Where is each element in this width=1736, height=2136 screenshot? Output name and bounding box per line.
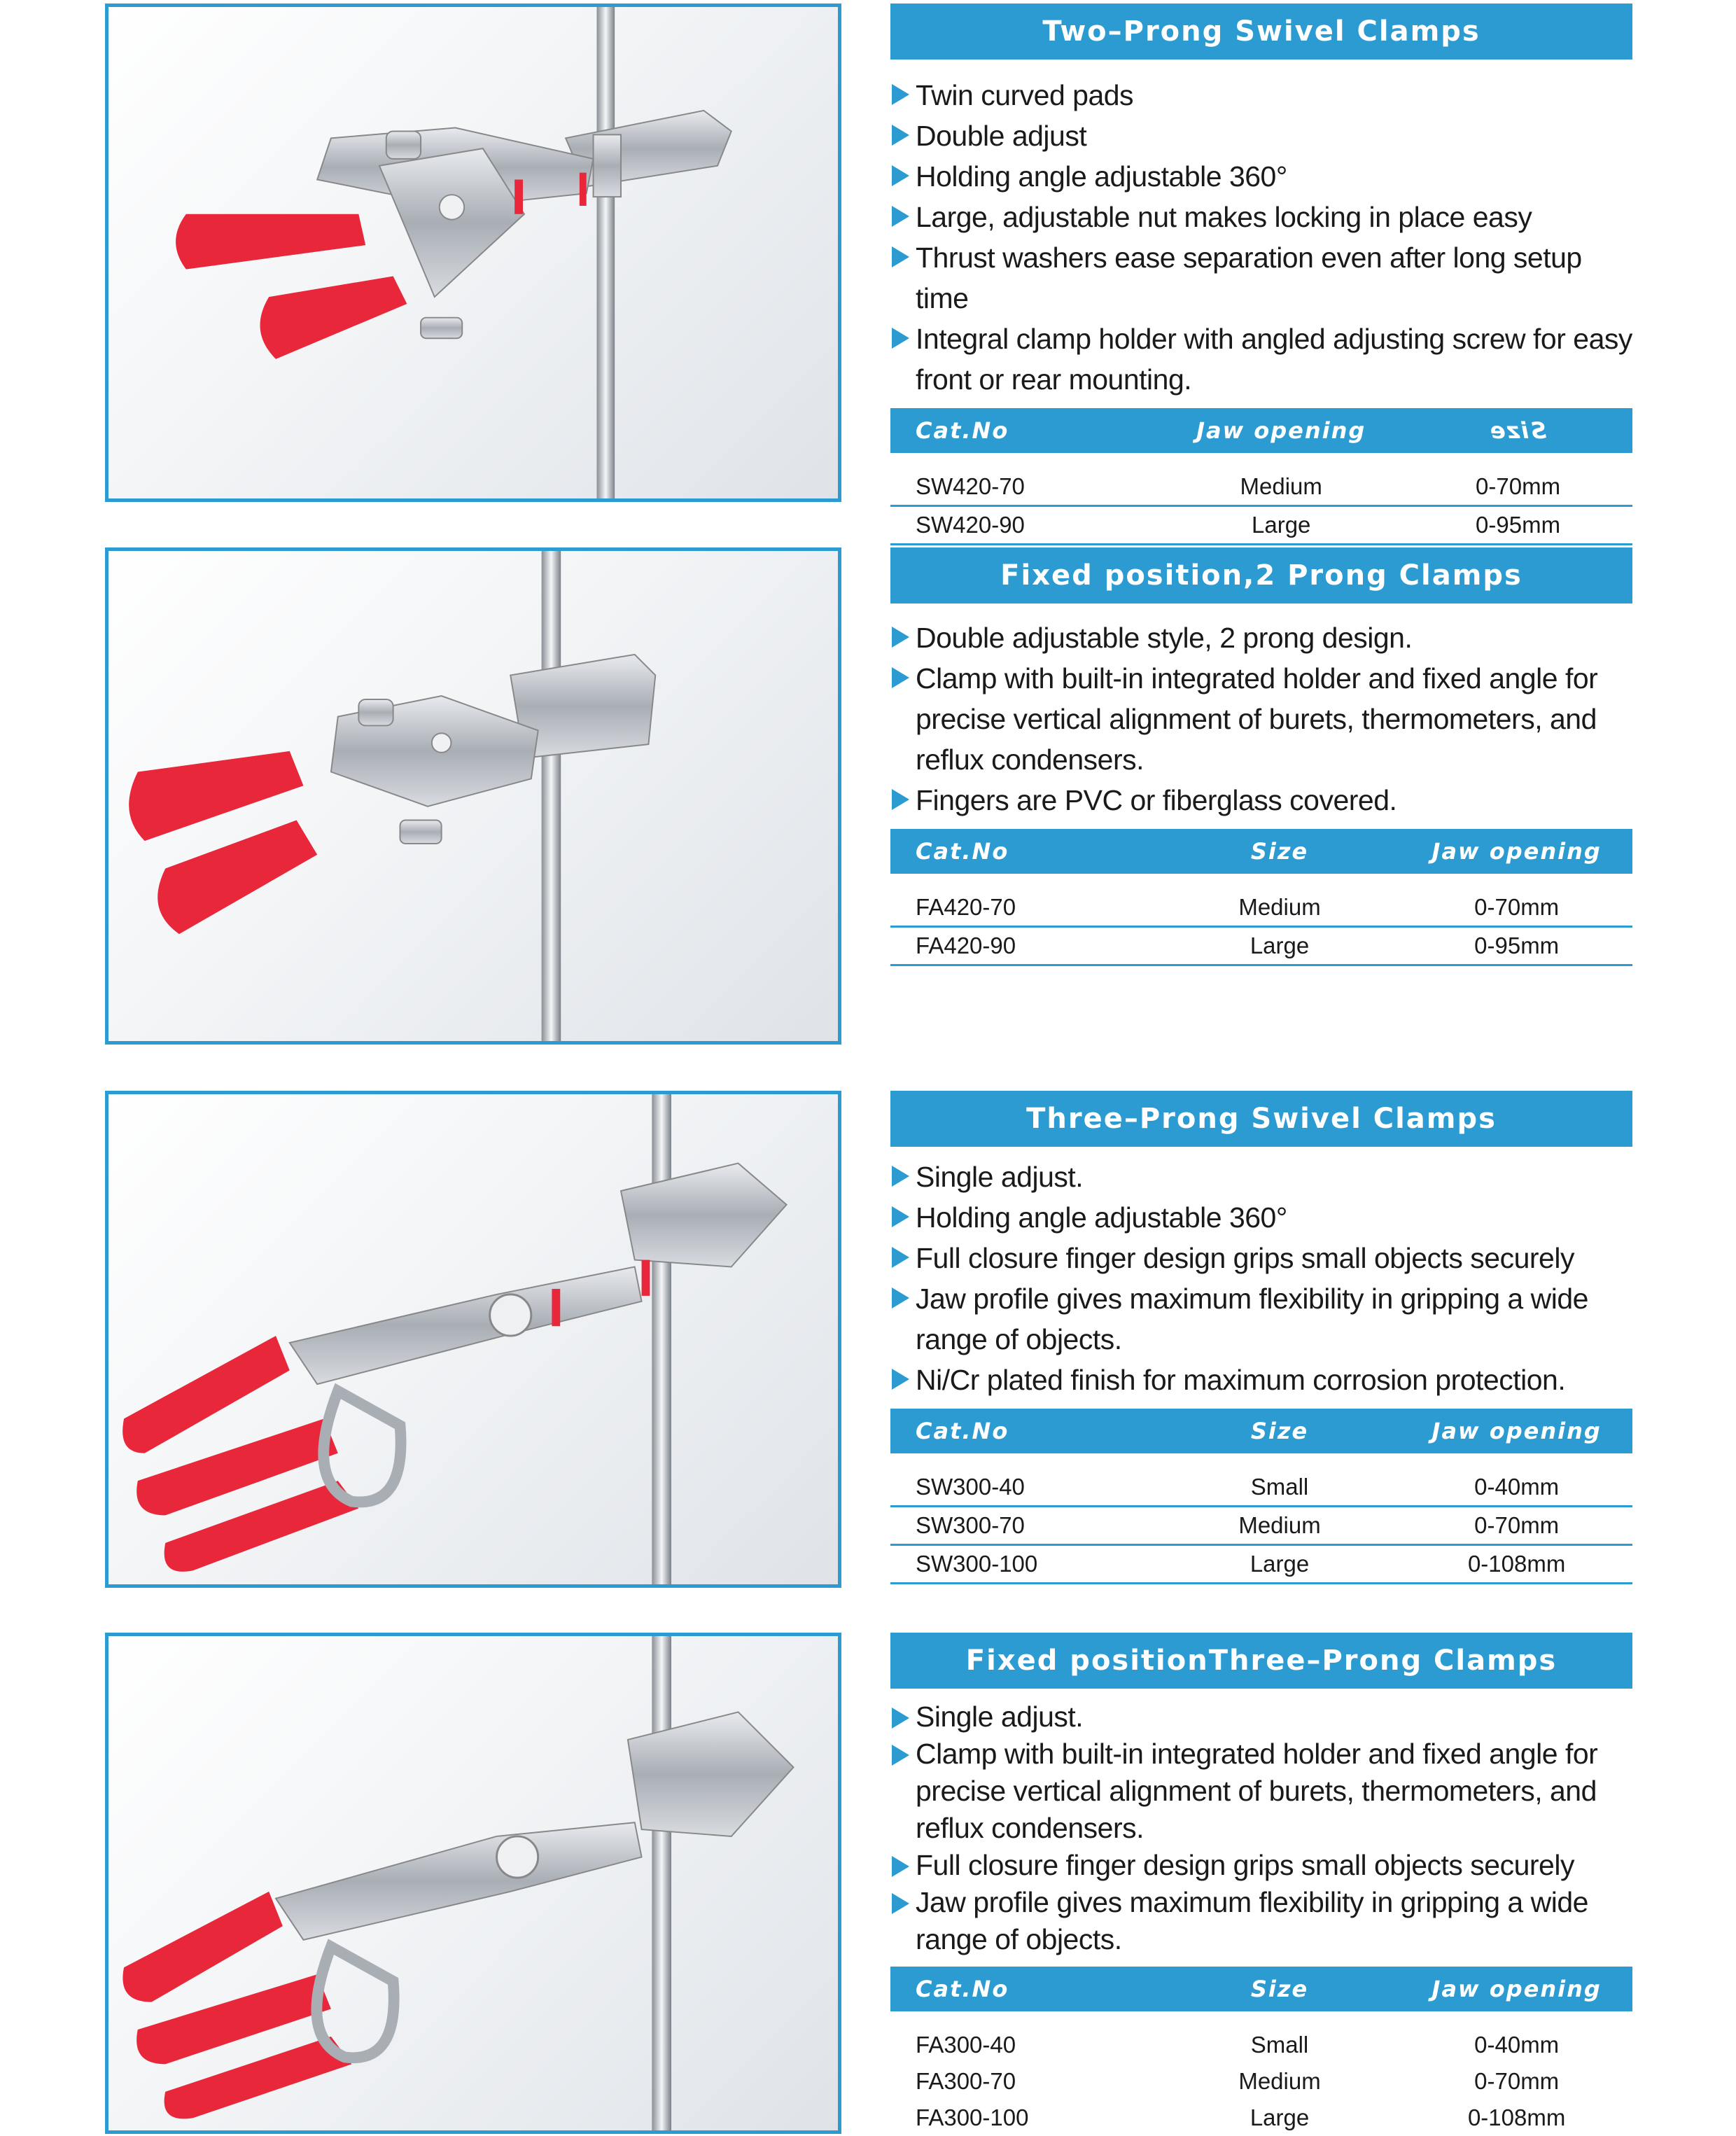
product-info-two-prong-swivel [890, 4, 1632, 545]
spec-table [890, 829, 1632, 966]
product-title: Fixed positionThree–Prong Clamps [890, 1633, 1632, 1689]
feature-item: Holding angle adjustable 360° [890, 156, 1632, 197]
spec-table [890, 408, 1632, 545]
spec-table-header [890, 408, 1632, 453]
cell-jaw: Large [1158, 506, 1404, 545]
cell-size: 0-70mm [1404, 453, 1632, 506]
feature-item: Double adjustable style, 2 prong design. [890, 617, 1632, 658]
product-section-fixed-three-prong [0, 1633, 1736, 2134]
header-jaw-opening: Jaw opening [1401, 1967, 1632, 2011]
two-prong-clamp-illustration [108, 7, 838, 498]
cell-jaw: 0-70mm [1401, 1507, 1632, 1545]
table-row [890, 453, 1632, 506]
cell-size: Small [1250, 2032, 1309, 2058]
spec-table-header [890, 1409, 1632, 1453]
cell-cat-no: FA300-40 [916, 2032, 1016, 2058]
product-section-fixed-2-prong [0, 547, 1736, 1052]
header-jaw-opening: Jaw opening [1401, 1409, 1632, 1453]
header-size-mirrored: Size [1489, 417, 1547, 444]
cell-size: Large [1158, 1545, 1401, 1584]
cell-jaw: 0-108mm [1401, 1545, 1632, 1584]
cell-jaw: 0-108mm [1467, 2104, 1566, 2130]
feature-item: Full closure finger design grips small objects securely [890, 1847, 1632, 1884]
fixed-three-prong-clamp-illustration [108, 1636, 838, 2130]
table-row [890, 2011, 1632, 2063]
cell-jaw: 0-40mm [1401, 1453, 1632, 1507]
cell-cat-no: SW420-70 [890, 453, 1158, 506]
table-row [890, 1453, 1632, 1507]
feature-item: Holding angle adjustable 360° [890, 1197, 1632, 1238]
cell-cat-no: FA420-70 [890, 874, 1158, 927]
spec-table [890, 1409, 1632, 1584]
spec-table-header [890, 1967, 1632, 2011]
product-title: Fixed position,2 Prong Clamps [890, 547, 1632, 603]
product-title: Three–Prong Swivel Clamps [890, 1091, 1632, 1147]
table-row [890, 2100, 1632, 2136]
table-row [890, 506, 1632, 545]
cell-size: Small [1158, 1453, 1401, 1507]
feature-item: Jaw profile gives maximum flexibility in gripping a wide range of objects. [890, 1884, 1632, 1958]
cell-cat-no: SW300-70 [890, 1507, 1158, 1545]
header-size: Size [1158, 1409, 1401, 1453]
table-row [890, 1507, 1632, 1545]
feature-item: Integral clamp holder with angled adjusting screw for easy front or rear mounting. [890, 319, 1632, 400]
feature-item: Double adjust [890, 116, 1632, 156]
cell-size: Medium [1238, 2068, 1321, 2094]
feature-item: Clamp with built-in integrated holder and fixed angle for precise vertical alignment of burets, thermometers, and reflux condensers. [890, 658, 1632, 780]
cell-cat-no: SW300-40 [890, 1453, 1158, 1507]
cell-cat-no: SW300-100 [890, 1545, 1158, 1584]
cell-jaw: 0-70mm [1401, 874, 1632, 927]
header-cat-no: Cat.No [890, 829, 1158, 874]
table-row [890, 1545, 1632, 1584]
spec-table-header [890, 829, 1632, 874]
feature-item: Thrust washers ease separation even after long setup time [890, 237, 1632, 319]
cell-cat-no: FA300-100 [916, 2104, 1029, 2130]
product-title: Two–Prong Swivel Clamps [890, 4, 1632, 60]
feature-item: Large, adjustable nut makes locking in place easy [890, 197, 1632, 237]
product-section-two-prong-swivel [0, 4, 1736, 538]
product-photo-fixed-three-prong-clamp [105, 1633, 841, 2134]
header-jaw-opening: Jaw opening [1401, 829, 1632, 874]
feature-item: Clamp with built-in integrated holder and fixed angle for precise vertical alignment of burets, thermometers, and reflux condensers. [890, 1736, 1632, 1847]
header-jaw-opening: Jaw opening [1158, 408, 1404, 453]
header-cat-no: Cat.No [890, 1409, 1158, 1453]
product-photo-fixed-2-prong-clamp [105, 547, 841, 1045]
product-photo-two-prong-clamp [105, 4, 841, 502]
feature-item: Twin curved pads [890, 75, 1632, 116]
product-photo-three-prong-clamp [105, 1091, 841, 1588]
product-info-fixed-2-prong [890, 547, 1632, 966]
feature-item: Jaw profile gives maximum flexibility in gripping a wide range of objects. [890, 1278, 1632, 1360]
feature-item: Full closure finger design grips small objects securely [890, 1238, 1632, 1278]
table-row [890, 927, 1632, 965]
feature-item: Fingers are PVC or fiberglass covered. [890, 780, 1632, 821]
feature-list [890, 1698, 1632, 1958]
spec-table [890, 1967, 1632, 2136]
product-info-three-prong-swivel [890, 1091, 1632, 1584]
cell-size: Large [1250, 2104, 1310, 2130]
fixed-2-prong-clamp-illustration [108, 551, 838, 1041]
cell-jaw: 0-95mm [1401, 927, 1632, 965]
header-cat-no: Cat.No [890, 1967, 1158, 2011]
cell-size: Medium [1158, 1507, 1401, 1545]
header-cat-no: Cat.No [890, 408, 1158, 453]
cell-cat-no: SW420-90 [890, 506, 1158, 545]
product-info-fixed-three-prong [890, 1633, 1632, 2136]
feature-item: Single adjust. [890, 1698, 1632, 1736]
cell-size: Large [1158, 927, 1401, 965]
table-row [890, 2063, 1632, 2100]
three-prong-clamp-illustration [108, 1094, 838, 1584]
cell-cat-no: FA300-70 [916, 2068, 1016, 2094]
cell-size: Medium [1158, 874, 1401, 927]
cell-jaw: Medium [1158, 453, 1404, 506]
table-row [890, 874, 1632, 927]
header-size: Size [1158, 1967, 1401, 2011]
feature-item: Single adjust. [890, 1157, 1632, 1197]
feature-list [890, 617, 1632, 821]
feature-item: Ni/Cr plated finish for maximum corrosion protection. [890, 1360, 1632, 1400]
cell-size: 0-95mm [1404, 506, 1632, 545]
cell-cat-no: FA420-90 [890, 927, 1158, 965]
header-size [1404, 408, 1632, 453]
cell-jaw: 0-40mm [1474, 2032, 1560, 2058]
cell-jaw: 0-70mm [1474, 2068, 1560, 2094]
feature-list [890, 75, 1632, 400]
feature-list [890, 1157, 1632, 1400]
header-size: Size [1158, 829, 1401, 874]
product-section-three-prong-swivel [0, 1091, 1736, 1595]
